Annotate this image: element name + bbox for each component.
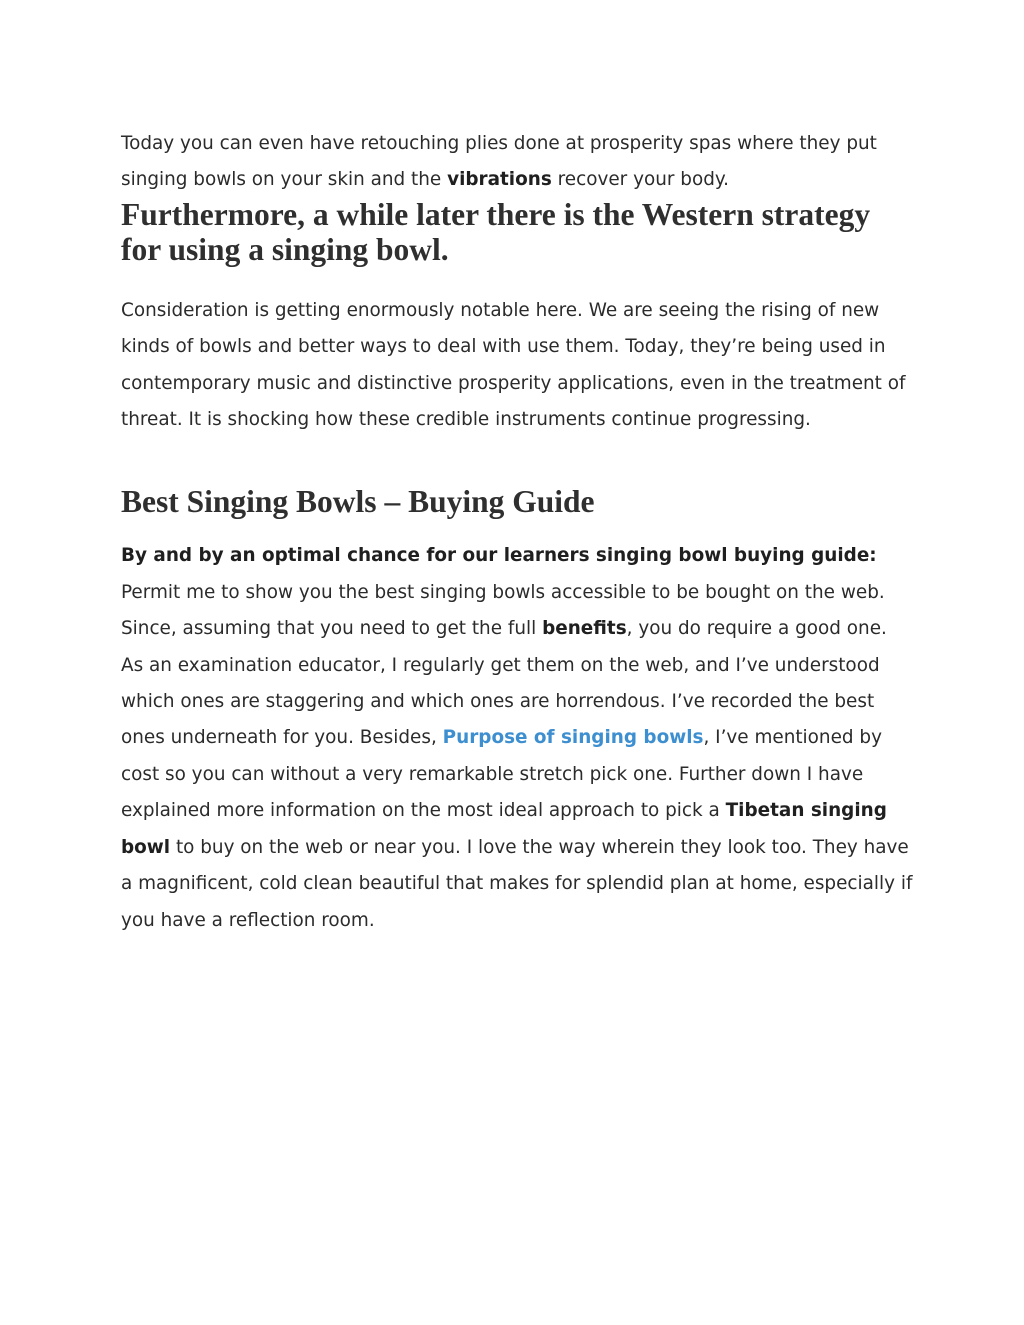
consideration-paragraph: Consideration is getting enormously notable here. We are seeing the rising of new kinds of bowls and better ways to deal with use them. Today, they’re being used in contemporary music and distinctive prosperity applications, even in the treatment of threat. It is shocking how these credible instruments continue progressing. xyxy=(121,299,906,431)
vibrations-bold: vibrations xyxy=(447,169,552,191)
buying-guide-heading: Best Singing Bowls – Buying Guide xyxy=(121,484,595,520)
intro-paragraph xyxy=(121,126,914,199)
buying-guide-text-3: , I’ve mentioned by cost so you can without a very remarkable stretch pick one. Further down I have explained more information on the most ideal approach to pick a xyxy=(121,727,882,822)
western-strategy-heading: Furthermore, a while later there is the Western strategy for using a singing bowl. xyxy=(121,196,871,267)
intro-text-start: Today you can even have retouching plies done at prosperity spas where they put singing bowls on your skin and the xyxy=(121,133,877,191)
buying-guide-text-4: to buy on the web or near you. I love the way wherein they look too. They have a magnificent, cold clean beautiful that makes for splendid plan at home, especially if you have a reflection room. xyxy=(121,836,913,931)
tibetan-singing-bowl-bold: Tibetan singing bowl xyxy=(121,800,887,858)
buying-guide-text-2: , you do require a good one. As an examination educator, I regularly get them on the web, and I’ve understood which ones are staggering and which ones are horrendous. I’ve recorded the best ones underneath for you. Besides, xyxy=(121,618,887,749)
buying-guide-lead-bold: By and by an optimal chance for our learners singing bowl buying guide: xyxy=(121,545,877,567)
buying-guide-paragraph xyxy=(121,538,914,938)
buying-guide-text-1: Permit me to show you the best singing bowls accessible to be bought on the web. Since, assuming that you need to get the full xyxy=(121,581,885,640)
benefits-bold: benefits xyxy=(542,618,627,640)
purpose-of-singing-bowls-link[interactable]: Purpose of singing bowls xyxy=(442,727,704,749)
intro-text-end: recover your body. xyxy=(551,169,729,191)
